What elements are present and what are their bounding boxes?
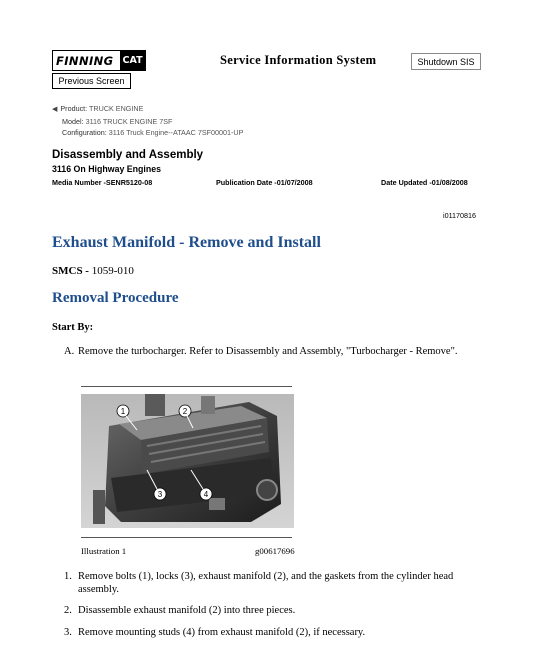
engine-photo [81, 394, 294, 528]
step-number: 3. [64, 627, 72, 638]
start-by-step [64, 346, 458, 357]
product-key: Product: [60, 104, 88, 113]
document-title: Disassembly and Assembly [52, 149, 204, 161]
illustration-id: g00617696 [255, 546, 295, 556]
config-value: 3116 Truck Engine--ATAAC 7SF00001-UP [108, 128, 244, 137]
previous-screen-button[interactable]: Previous Screen [52, 73, 131, 89]
step-text: Remove mounting studs (4) from exhaust manifold (2), if necessary. [78, 627, 366, 638]
media-number: Media Number -SENR5120-08 [52, 178, 153, 187]
step-text: Remove the turbocharger. Refer to Disassembly and Assembly, "Turbocharger - Remove". [78, 346, 458, 357]
back-arrow-icon[interactable]: ◀ [52, 106, 58, 113]
publication-date: Publication Date -01/07/2008 [216, 178, 313, 187]
system-title: Service Information System [220, 53, 377, 67]
shutdown-sis-button[interactable]: Shutdown SIS [411, 53, 481, 70]
date-updated: Date Updated -01/08/2008 [381, 178, 468, 187]
section-heading: Removal Procedure [52, 290, 179, 306]
smcs-key: SMCS - [52, 265, 89, 277]
step-number: 2. [64, 605, 72, 616]
document-subtitle: 3116 On Highway Engines [52, 164, 162, 174]
config-key: Configuration: [62, 128, 107, 137]
list-item [64, 627, 464, 640]
callout-2: 2 [182, 407, 188, 416]
cat-badge: CAT [120, 50, 146, 71]
list-item [64, 605, 464, 618]
breadcrumb-product[interactable] [52, 104, 143, 113]
finning-cat-logo [52, 50, 146, 71]
illustration-label: Illustration 1 [81, 546, 127, 556]
document-id: i01170816 [443, 211, 477, 220]
step-text: Remove bolts (1), locks (3), exhaust manifold (2), and the gaskets from the cylinder head assembly. [78, 571, 454, 595]
list-item [64, 571, 464, 596]
step-number: 1. [64, 571, 72, 582]
breadcrumb-configuration [62, 128, 243, 137]
smcs-code [52, 265, 134, 277]
illustration-bottom-rule [81, 537, 292, 538]
step-text: Disassemble exhaust manifold (2) into three pieces. [78, 605, 296, 616]
model-value: 3116 TRUCK ENGINE 7SF [85, 117, 173, 126]
start-by-label: Start By: [52, 322, 94, 333]
breadcrumb-model [62, 117, 172, 126]
product-value: TRUCK ENGINE [89, 104, 144, 113]
model-key: Model: [62, 117, 84, 126]
illustration-top-rule [81, 386, 292, 387]
smcs-value: 1059-010 [91, 265, 134, 277]
step-marker: A. [64, 346, 75, 357]
logo-text: FINNING [52, 50, 120, 71]
page-title: Exhaust Manifold - Remove and Install [52, 234, 321, 251]
engine-photo-svg [81, 394, 294, 528]
callout-1: 1 [120, 407, 126, 416]
callout-4: 4 [203, 490, 209, 499]
callout-3: 3 [157, 490, 163, 499]
